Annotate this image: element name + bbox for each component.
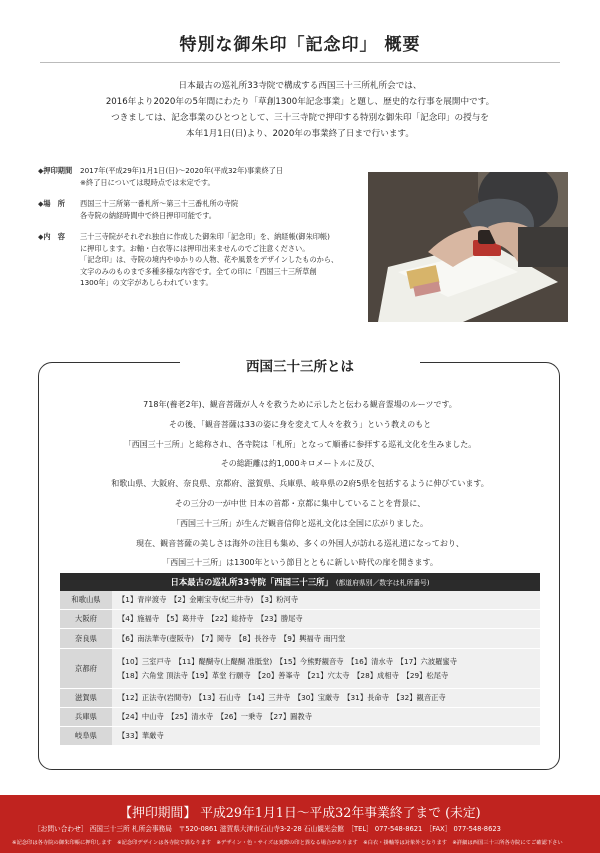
table-row xyxy=(60,629,540,649)
temple-table-header xyxy=(60,573,540,591)
temple-line: 【4】施福寺 【5】葛井寺 【22】総持寺 【23】勝尾寺 xyxy=(118,614,303,623)
diamond-bullet-icon: ◆ xyxy=(38,167,44,175)
temples-cell xyxy=(112,649,540,688)
table-row xyxy=(60,708,540,727)
info-line: 1300年」の文字があしらわれています。 xyxy=(80,278,213,287)
table-row xyxy=(60,689,540,708)
info-row-content xyxy=(38,231,358,289)
prefecture-cell: 兵庫県 xyxy=(60,708,112,726)
temples-cell xyxy=(112,610,540,628)
about-paragraph: 和歌山県、大阪府、奈良県、京都府、滋賀県、兵庫県、岐阜県の2府5県を包括するように伸びています。 xyxy=(111,479,489,489)
temples-cell xyxy=(112,727,540,745)
about-paragraph: 現在、観音菩薩の美しさは海外の注目も集め、多くの外国人が訪れる巡礼道になっており、 xyxy=(136,538,464,548)
temple-line: 【1】青岸渡寺 【2】金剛宝寺(紀三井寺) 【3】粉河寺 xyxy=(118,595,299,604)
info-line: に押印します。お軸・白衣等には押印出来ませんのでご注意ください。 xyxy=(80,243,310,253)
footer-notes: ※記念印は各寺院の御朱印帳に押印します ※記念印デザインは各寺院で異なります ※デザイン・色・サイズは実際の印と異なる場合があります ※白衣・掛軸等は対象外となります ※詳細は西国三十三所各寺院にてご確認下さい xyxy=(12,840,563,846)
temple-line: 【33】華厳寺 xyxy=(118,731,164,740)
info-row-place xyxy=(38,198,358,221)
temple-line: 【24】中山寺 【25】清水寺 【26】一乗寺 【27】圓教寺 xyxy=(118,712,313,721)
prefecture-cell: 滋賀県 xyxy=(60,689,112,707)
temple-line: 【6】南法華寺(壺阪寺) 【7】岡寺 【8】長谷寺 【9】興福寺 南円堂 xyxy=(118,633,346,643)
temple-table-title: 日本最古の巡礼所33寺院「西国三十三所」 xyxy=(170,577,333,587)
footer-contact: ［お問い合わせ］ 西国三十三所 札所会事務局 〒520-0861 滋賀県大津市石山寺3-2-28 石山観光会館 ［TEL］ 077-548-8621 ［FAX］ 077-548-8623 xyxy=(34,825,501,833)
intro-line: 本年1月1日(日)より、2020年の事業終了日まで行います。 xyxy=(186,129,414,139)
about-paragraph: 718年(養老2年)、観音菩薩が人々を救うために示したと伝わる観音霊場のルーツです。 xyxy=(143,400,457,409)
prefecture-cell: 和歌山県 xyxy=(60,591,112,609)
info-text xyxy=(80,231,338,289)
info-line: 三十三寺院がそれぞれ独自に作成した御朱印「記念印」を、納経帳(御朱印帳) xyxy=(80,232,330,241)
about-section-title: 西国三十三所とは xyxy=(246,359,354,375)
about-section-title-box xyxy=(180,355,420,379)
info-text xyxy=(80,165,283,188)
temple-table xyxy=(60,573,540,746)
about-paragraph: その後、「観音菩薩は33の姿に身を変えて人々を救う」という教えのもと xyxy=(168,419,432,429)
info-label: ◆場 所 xyxy=(38,199,65,208)
diamond-bullet-icon: ◆ xyxy=(38,233,44,241)
about-paragraph: 「西国三十三所」が生んだ観音信仰と巡礼文化は全国に広がりました。 xyxy=(172,518,428,528)
temple-line: 【12】正法寺(岩間寺) 【13】石山寺 【14】三井寺 【30】宝厳寺 【31】長命寺 【32】観音正寺 xyxy=(118,693,446,702)
prefecture-cell: 岐阜県 xyxy=(60,727,112,745)
title-divider xyxy=(40,62,560,63)
info-line: 2017年(平成29年)1月1日(日)～2020年(平成32年)事業終了日 xyxy=(80,166,284,175)
about-section-body xyxy=(60,395,540,573)
temple-line: 【18】六角堂 頂法寺【19】革堂 行願寺 【20】善峯寺 【21】穴太寺 【28】成相寺 【29】松尾寺 xyxy=(118,670,449,680)
info-line: 西国三十三所第一番札所～第三十三番札所の寺院 xyxy=(80,199,239,208)
temple-line: 【10】三室戸寺 【11】醍醐寺(上醍醐 准胝堂) 【15】今熊野観音寺 【16】清水寺 【17】六波羅蜜寺 xyxy=(118,656,458,666)
temples-cell xyxy=(112,689,540,707)
info-line: 「記念印」は、寺院の境内やゆかりの人物、花や風景をデザインしたものから、 xyxy=(80,255,339,264)
about-paragraph: その総距離は約1,000キロメートルに及び、 xyxy=(220,459,380,469)
table-row xyxy=(60,591,540,610)
intro-text xyxy=(60,78,540,142)
info-row-period xyxy=(38,165,358,188)
info-label: ◆押印期間 xyxy=(38,166,73,175)
diamond-bullet-icon: ◆ xyxy=(38,200,44,208)
footer-period: 【押印期間】 平成29年1月1日～平成32年事業終了まで (未定) xyxy=(119,806,481,821)
temples-cell xyxy=(112,708,540,726)
temples-cell xyxy=(112,591,540,609)
prefecture-cell: 京都府 xyxy=(60,649,112,688)
intro-line: 2016年より2020年の5年間にわたり「草創1300年記念事業」と題し、歴史的な行事を展開中です。 xyxy=(105,97,495,107)
intro-line: つきましては、記念事業のひとつとして、三十三寺院で押印する特別な御朱印「記念印」の授与を xyxy=(111,113,489,123)
page-title: 特別な御朱印「記念印」 概要 xyxy=(179,35,421,55)
about-paragraph: 「西国三十三所」は1300年という節目とともに新しい時代の扉を開きます。 xyxy=(162,558,438,568)
table-row xyxy=(60,649,540,689)
info-line: 各寺院の納経時間中で終日押印可能です。 xyxy=(80,210,216,220)
info-label: ◆内 容 xyxy=(38,232,65,241)
info-list xyxy=(38,165,358,299)
prefecture-cell: 奈良県 xyxy=(60,629,112,648)
temples-cell xyxy=(112,629,540,648)
intro-line: 日本最古の巡礼所33寺院で構成する西国三十三所札所会では、 xyxy=(178,81,422,91)
page-title-area xyxy=(0,30,600,55)
info-line: ※終了日については現時点では未定です。 xyxy=(80,177,215,187)
prefecture-cell: 大阪府 xyxy=(60,610,112,628)
about-paragraph: 「西国三十三所」と総称され、各寺院は「札所」となって順番に参拝する巡礼文化を生みました。 xyxy=(123,439,477,449)
about-paragraph: その三分の一が中世 日本の首都・京都に集中していることを背景に、 xyxy=(174,498,426,508)
footer-banner xyxy=(0,795,600,853)
temple-table-subtitle: (都道府県別／数字は札所番号) xyxy=(335,579,430,587)
info-text xyxy=(80,198,238,221)
stamping-photo-illustration xyxy=(368,172,568,322)
table-row xyxy=(60,610,540,629)
info-line: 文字のみのものまで多種多様な内容です。全ての印に「西国三十三所草創 xyxy=(80,266,317,276)
table-row xyxy=(60,727,540,746)
stamping-photo xyxy=(368,172,568,322)
